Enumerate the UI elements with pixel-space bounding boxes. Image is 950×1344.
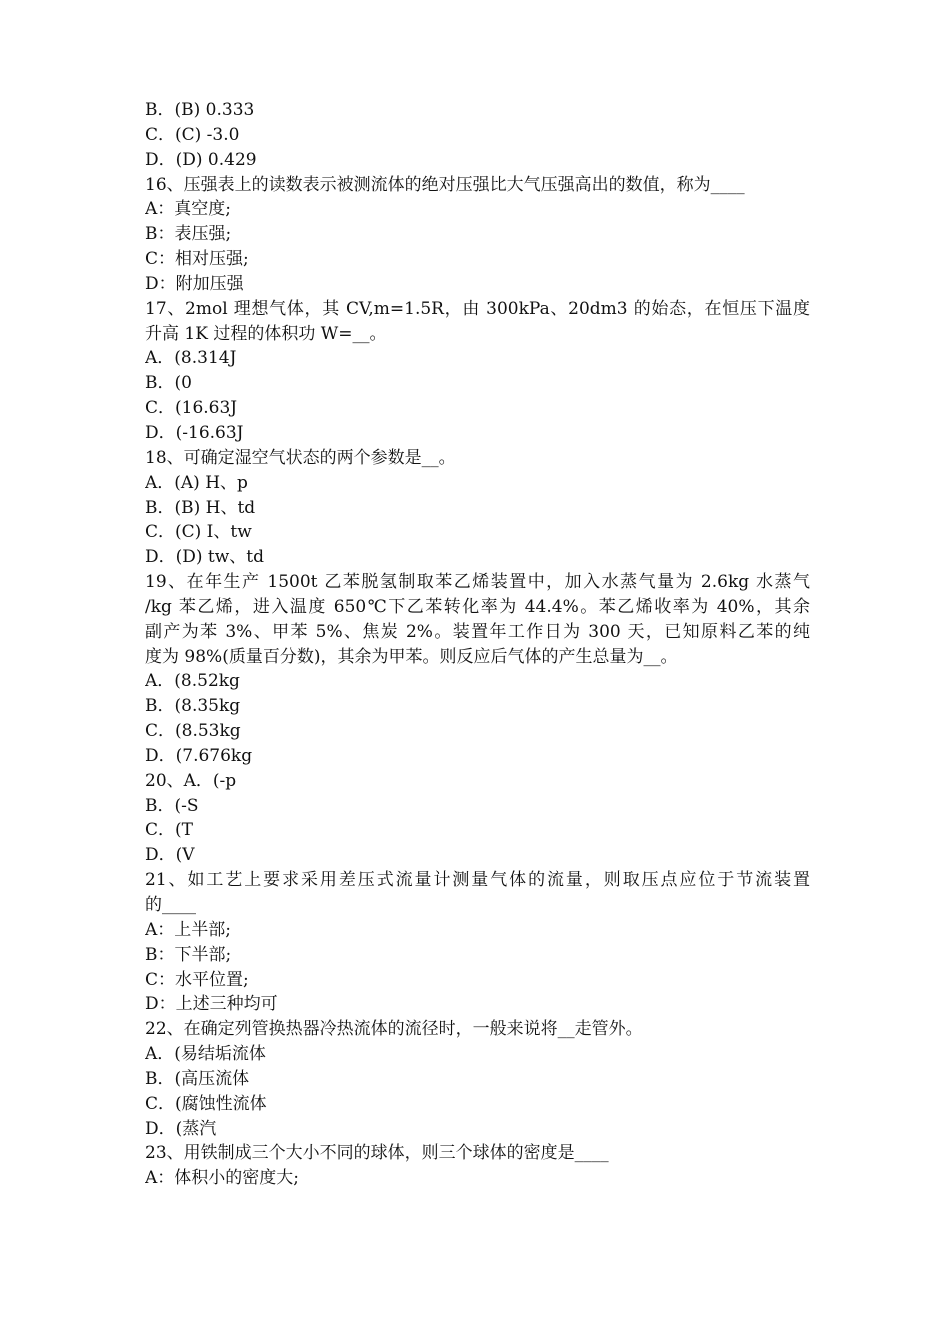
question-19-cont: 度为 98%(质量百分数)，其余为甲苯。则反应后气体的产生总量为__。 [145,646,678,667]
option-line: D．(V [145,845,195,866]
option-line: D．(D) tw、td [145,547,265,568]
option-line: D．(7.676kg [145,745,253,766]
question-22: 22、在确定列管换热器冷热流体的流径时，一般来说将__走管外。 [145,1019,643,1040]
question-21-cont: 的____ [145,895,196,915]
option-line: D．(-16.63J [145,422,244,443]
option-line: C．(C) I、tw [145,522,252,543]
option-line: C．(8.53kg [145,721,241,742]
option-line: B．(-S [145,795,199,816]
option-line: C．(T [145,820,193,841]
document-body [145,98,810,1191]
question-21: 21、如工艺上要求采用差压式流量计测量气体的流量，则取压点应位于节流装置 [145,870,810,891]
option-line: B．(8.35kg [145,696,241,717]
option-line: B：下半部; [145,944,232,965]
question-17: 17、2mol 理想气体，其 CV,m=1.5R，由 300kPa、20dm3 的始态，在恒压下温度 [145,298,810,319]
option-line: B．(B) H、td [145,497,256,518]
option-line: D：上述三种均可 [145,994,278,1015]
option-line: B．(B) 0.333 [145,100,255,120]
option-line: A．(8.52kg [145,671,240,692]
question-19-cont: /kg 苯乙烯，进入温度 650℃下乙苯转化率为 44.4%。苯乙烯收率为 40%，其余 [145,596,810,617]
option-line: C：水平位置; [145,969,249,990]
option-line: A：上半部; [145,919,232,940]
question-23: 23、用铁制成三个大小不同的球体，则三个球体的密度是____ [145,1143,609,1164]
option-line: B．(高压流体 [145,1068,250,1089]
option-line: C：相对压强; [145,249,249,270]
option-line: C．(腐蚀性流体 [145,1093,267,1114]
question-16: 16、压强表上的读数表示被测流体的绝对压强比大气压强高出的数值，称为____ [145,174,745,195]
option-line: C．(C) -3.0 [145,124,240,145]
option-line: B．(0 [145,373,192,394]
option-line: A．(A) H、p [145,472,248,493]
option-line: A：体积小的密度大; [145,1168,300,1189]
option-line: A．(8.314J [145,348,237,369]
option-line: B：表压强; [145,224,232,245]
question-17-cont: 升高 1K 过程的体积功 W=__。 [145,323,387,344]
question-18: 18、可确定湿空气状态的两个参数是__。 [145,447,456,468]
option-line: A：真空度; [145,199,232,220]
option-line: C．(16.63J [145,398,238,419]
question-19: 19、在年生产 1500t 乙苯脱氢制取苯乙烯装置中，加入水蒸气量为 2.6kg 水蒸气 [145,572,810,593]
option-line: D：附加压强 [145,273,244,294]
option-line: A．(易结垢流体 [145,1044,266,1065]
option-line: D．(D) 0.429 [145,149,257,170]
question-19-cont: 副产为苯 3%、甲苯 5%、焦炭 2%。装置年工作日为 300 天，已知原料乙苯的纯 [145,621,810,642]
option-line: D．(蒸汽 [145,1118,217,1139]
question-20: 20、A．(-p [145,770,237,791]
